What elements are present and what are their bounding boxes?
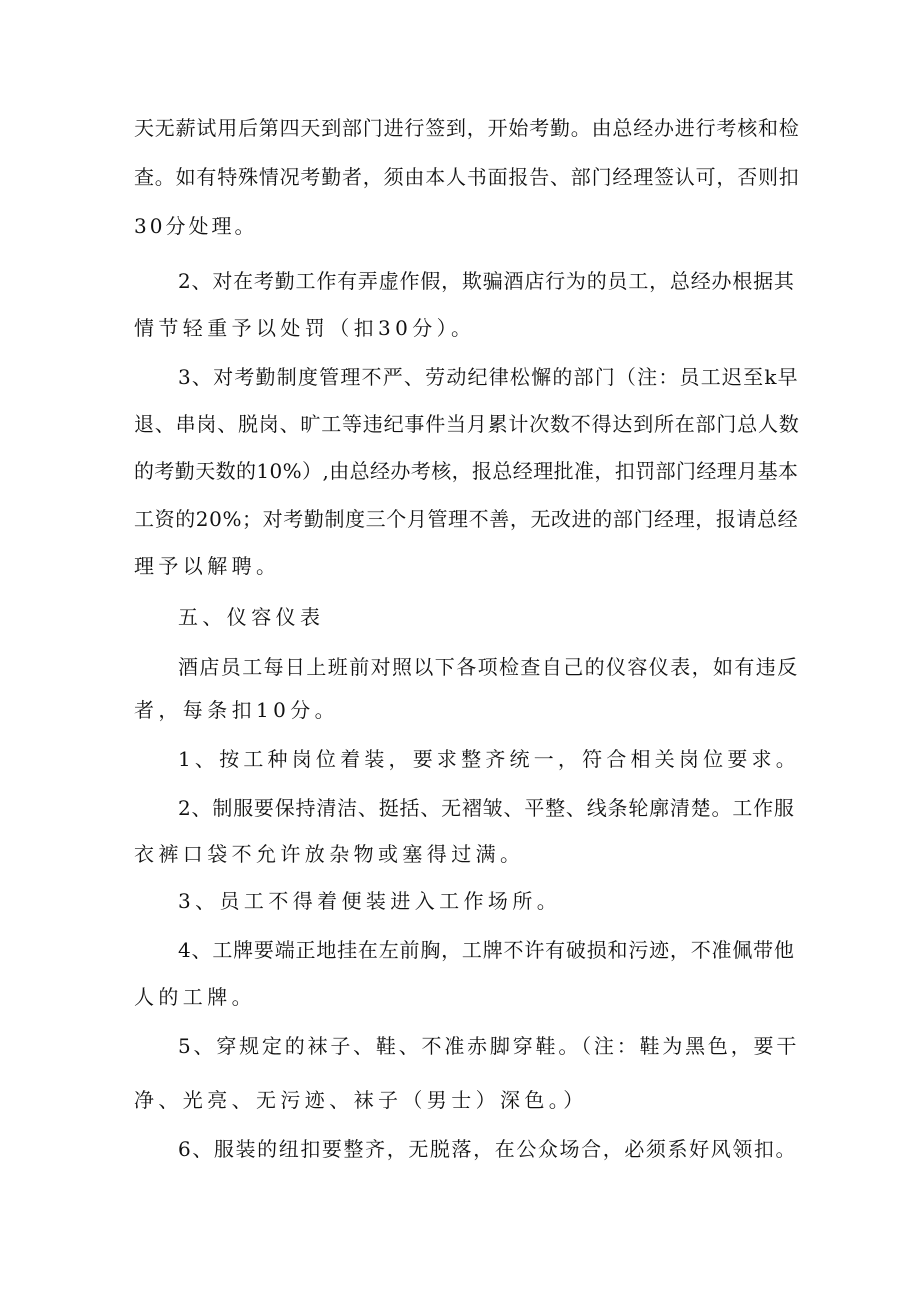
text-line: 2、对在考勤工作有弄虚作假，欺骗酒店行为的员工，总经办根据其 [178, 269, 795, 293]
text-line: 退、串岗、脱岗、旷工等违纪事件当月累计次数不得达到所在部门总人数 [134, 412, 800, 436]
text-line: 理予以解聘。 [134, 554, 281, 578]
text-line: 人的工牌。 [134, 985, 256, 1009]
text-line: 6、服装的纽扣要整齐，无脱落，在公众场合，必须系好风领扣。 [178, 1137, 798, 1161]
text-line: 情节轻重予以处罚（扣30分）。 [134, 316, 476, 340]
section-heading: 五、仪容仪表 [178, 605, 325, 629]
text-line: 5、穿规定的袜子、鞋、不准赤脚穿鞋。（注：鞋为黑色，要干 [178, 1034, 800, 1058]
text-line: 1、按工种岗位着装，要求整齐统一，符合相关岗位要求。 [178, 747, 800, 771]
text-line: 查。如有特殊情况考勤者，须由本人书面报告、部门经理签认可，否则扣 [134, 165, 800, 189]
text-line: 4、工牌要端正地挂在左前胸，工牌不许有破损和污迹，不准佩带他 [178, 938, 795, 962]
text-line: 天无薪试用后第四天到部门进行签到，开始考勤。由总经办进行考核和检 [134, 116, 800, 140]
text-line: 衣裤口袋不允许放杂物或塞得过满。 [134, 842, 525, 866]
text-line: 净、光亮、无污迹、袜子（男士）深色。） [134, 1088, 588, 1112]
text-line: 3、对考勤制度管理不严、劳动纪律松懈的部门（注：员工迟至k早 [178, 365, 799, 389]
text-line: 2、制服要保持清洁、挺括、无褶皱、平整、线条轮廓清楚。工作服 [178, 796, 795, 820]
text-line: 30分处理。 [134, 214, 258, 238]
text-line: 3、员工不得着便装进入工作场所。 [178, 889, 562, 913]
text-line: 的考勤天数的10%）,由总经办考核，报总经理批准，扣罚部门经理月基本 [134, 459, 799, 483]
text-line: 工资的20%；对考勤制度三个月管理不善，无改进的部门经理，报请总经 [134, 507, 799, 531]
text-line: 酒店员工每日上班前对照以下各项检查自己的仪容仪表，如有违反 [178, 655, 799, 679]
text-line: 者，每条扣10分。 [134, 698, 340, 722]
